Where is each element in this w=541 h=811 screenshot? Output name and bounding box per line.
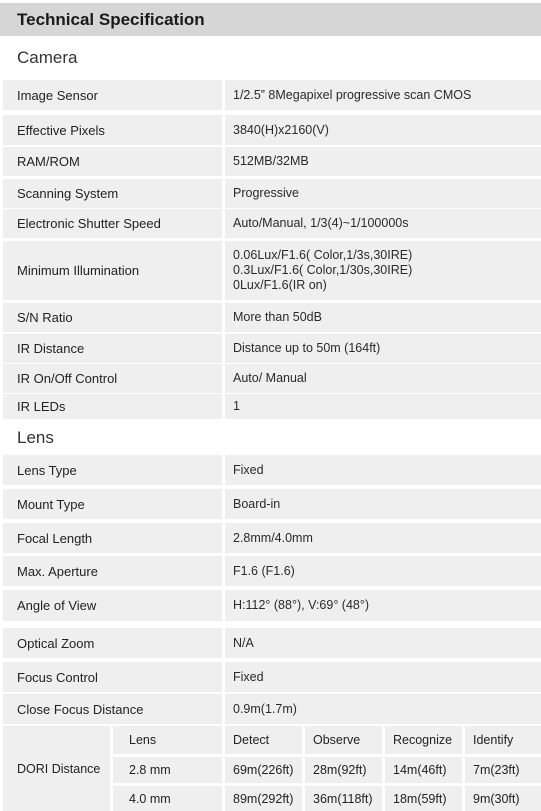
spec-row-focal-length xyxy=(0,523,541,553)
spec-label xyxy=(3,364,222,393)
spec-value xyxy=(225,241,541,300)
spec-label xyxy=(3,147,222,176)
spec-label xyxy=(3,209,222,238)
spec-label xyxy=(3,628,222,658)
spec-value-line: 0.3Lux/F1.6( Color,1/30s,30IRE) xyxy=(233,263,413,277)
spec-label-text: Mount Type xyxy=(17,496,85,512)
spec-row-mount-type xyxy=(0,489,541,519)
dori-value-cell xyxy=(305,786,382,811)
dori-header-lens xyxy=(113,726,222,754)
spec-label xyxy=(3,590,222,621)
spec-value xyxy=(225,489,541,519)
spec-label-text: Scanning System xyxy=(17,186,119,201)
dori-lens-cell-text: 2.8 mm xyxy=(129,763,171,777)
spec-value-line: Board-in xyxy=(233,496,281,511)
spec-row-ir-on-off-control xyxy=(0,364,541,393)
spec-value xyxy=(225,364,541,393)
spec-value-line: Progressive xyxy=(233,186,299,200)
spec-title: Technical Specification xyxy=(0,3,541,36)
spec-value-line: 1/2.5” 8Megapixel progressive scan CMOS xyxy=(233,87,472,102)
spec-label-text: IR On/Off Control xyxy=(17,371,118,386)
spec-label xyxy=(3,334,222,363)
spec-row-effective-pixels xyxy=(0,115,541,145)
dori-header-identify xyxy=(465,726,541,754)
dori-value-cell-text: 18m(59ft) xyxy=(393,791,447,806)
dori-header-recognize-text: Recognize xyxy=(393,733,453,747)
dori-value-cell xyxy=(385,757,462,783)
dori-value-cell xyxy=(225,786,302,811)
spec-value-line: Fixed xyxy=(233,669,264,684)
dori-value-cell xyxy=(305,757,382,783)
spec-value-line: F1.6 (F1.6) xyxy=(233,563,295,578)
spec-row-ir-distance xyxy=(0,334,541,363)
dori-header-observe xyxy=(305,726,382,754)
spec-value-line: Auto/ Manual xyxy=(233,371,307,385)
spec-label xyxy=(3,394,222,419)
dori-value-cell xyxy=(465,786,541,811)
spec-value-line: H:112° (88°), V:69° (48°) xyxy=(233,598,370,612)
spec-value xyxy=(225,303,541,332)
spec-value xyxy=(225,115,541,145)
spec-label-text: S/N Ratio xyxy=(17,310,73,325)
spec-value-line: 0.06Lux/F1.6( Color,1/3s,30IRE) xyxy=(233,248,413,262)
spec-row-optical-zoom xyxy=(0,628,541,658)
spec-label-text: Angle of View xyxy=(17,598,97,613)
dori-value-cell-text: 36m(118ft) xyxy=(313,791,373,806)
spec-value xyxy=(225,523,541,553)
spec-row-ir-leds xyxy=(0,394,541,419)
spec-label xyxy=(3,303,222,332)
spec-row-focus-control xyxy=(0,662,541,692)
dori-value-cell-text: 28m(92ft) xyxy=(313,763,367,777)
spec-label-text: IR Distance xyxy=(17,341,85,356)
spec-value xyxy=(225,147,541,176)
spec-label-text: Optical Zoom xyxy=(17,635,95,651)
spec-value-line: 512MB/32MB xyxy=(233,154,309,168)
spec-value xyxy=(225,662,541,692)
spec-value xyxy=(225,80,541,110)
spec-row-scanning-system xyxy=(0,179,541,208)
spec-value-line: Distance up to 50m (164ft) xyxy=(233,341,381,355)
spec-row-close-focus-distance xyxy=(0,694,541,724)
spec-label-text: Max. Aperture xyxy=(17,563,98,579)
section-heading-lens: Lens xyxy=(17,428,54,447)
spec-label xyxy=(3,556,222,586)
spec-label xyxy=(3,179,222,208)
spec-label-text: Focus Control xyxy=(17,669,98,685)
section-heading-camera: Camera xyxy=(17,48,78,67)
spec-value xyxy=(225,628,541,658)
spec-value-line: 1 xyxy=(233,399,240,413)
spec-label xyxy=(3,662,222,692)
spec-label-text: Close Focus Distance xyxy=(17,701,144,717)
spec-row-electronic-shutter-speed xyxy=(0,209,541,238)
spec-value xyxy=(225,179,541,208)
dori-header-identify-text: Identify xyxy=(473,733,514,747)
dori-distance-label-text: DORI Distance xyxy=(17,761,101,776)
spec-label-text: Minimum Illumination xyxy=(17,263,140,278)
dori-value-cell xyxy=(465,757,541,783)
spec-row-image-sensor xyxy=(0,80,541,110)
dori-header-observe-text: Observe xyxy=(313,733,361,747)
spec-row-minimum-illumination xyxy=(0,241,541,300)
spec-value xyxy=(225,590,541,621)
spec-label-text: Lens Type xyxy=(17,462,77,478)
spec-row-s-n-ratio xyxy=(0,303,541,332)
spec-value xyxy=(225,334,541,363)
spec-label xyxy=(3,115,222,145)
spec-value-line: Auto/Manual, 1/3(4)~1/100000s xyxy=(233,216,409,230)
dori-value-cell-text: 14m(46ft) xyxy=(393,763,447,777)
spec-value xyxy=(225,455,541,485)
spec-label-text: Electronic Shutter Speed xyxy=(17,216,161,231)
spec-label xyxy=(3,489,222,519)
spec-row-lens-type xyxy=(0,455,541,485)
dori-distance-label xyxy=(3,726,110,811)
spec-label-text: Effective Pixels xyxy=(17,122,105,138)
spec-label xyxy=(3,80,222,110)
dori-value-cell xyxy=(385,786,462,811)
spec-label-text: RAM/ROM xyxy=(17,154,80,169)
spec-label xyxy=(3,241,222,300)
dori-lens-cell xyxy=(113,757,222,783)
spec-row-ram-rom xyxy=(0,147,541,176)
spec-label-text: Image Sensor xyxy=(17,87,98,103)
dori-value-cell-text: 9m(30ft) xyxy=(473,791,520,806)
spec-value-line: 0Lux/F1.6(IR on) xyxy=(233,278,327,292)
dori-value-cell-text: 7m(23ft) xyxy=(473,763,520,777)
spec-value xyxy=(225,394,541,419)
spec-label-text: Focal Length xyxy=(17,530,93,546)
dori-header-detect xyxy=(225,726,302,754)
dori-value-cell xyxy=(225,757,302,783)
spec-row-max-aperture xyxy=(0,556,541,586)
spec-value-line: 2.8mm/4.0mm xyxy=(233,530,313,545)
spec-value-line: 3840(H)x2160(V) xyxy=(233,122,329,137)
dori-header-recognize xyxy=(385,726,462,754)
spec-value xyxy=(225,556,541,586)
dori-value-cell-text: 69m(226ft) xyxy=(233,763,294,777)
spec-value-line: N/A xyxy=(233,635,254,650)
dori-header-lens-text: Lens xyxy=(129,733,157,747)
spec-label xyxy=(3,455,222,485)
dori-lens-cell-text: 4.0 mm xyxy=(129,791,171,806)
spec-value xyxy=(225,694,541,724)
dori-lens-cell xyxy=(113,786,222,811)
spec-row-angle-of-view xyxy=(0,590,541,621)
spec-value-line: Fixed xyxy=(233,462,264,477)
spec-value-line: More than 50dB xyxy=(233,310,322,324)
spec-value xyxy=(225,209,541,238)
spec-value-line: 0.9m(1.7m) xyxy=(233,701,297,716)
spec-label xyxy=(3,694,222,724)
dori-header-detect-text: Detect xyxy=(233,733,270,747)
dori-value-cell-text: 89m(292ft) xyxy=(233,791,294,806)
spec-label-text: IR LEDs xyxy=(17,399,66,414)
spec-label xyxy=(3,523,222,553)
